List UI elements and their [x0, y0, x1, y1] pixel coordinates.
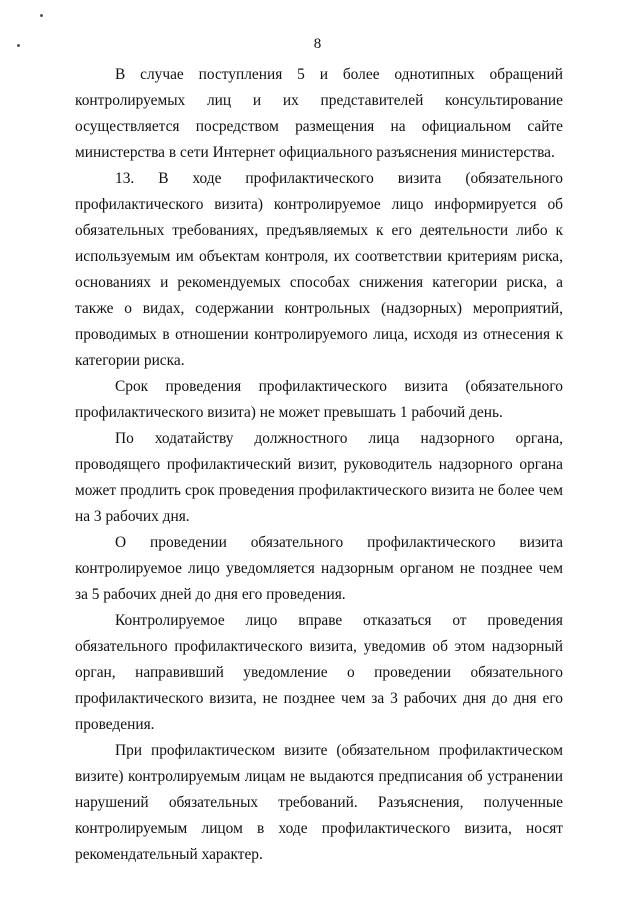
document-body: [75, 62, 563, 868]
paragraph-consultation: В случае поступления 5 и более однотипных обращений контролируемых лиц и их представителей консультирование осуществляется посредством размещения на официальном сайте министерства в сети Интернет официального разъяснения министерства.: [75, 66, 563, 161]
paragraph-no-orders: При профилактическом визите (обязательном профилактическом визите) контролируемым лицам не выдаются предписания об устранении нарушений обязательных требований. Разъяснения, полученные контролируемым лицом в ходе профилактического визита, носят рекомендательный характер.: [75, 742, 563, 863]
scan-speck: [40, 14, 43, 17]
paragraph-visit-duration: Срок проведения профилактического визита (обязательного профилактического визита) не может превышать 1 рабочий день.: [75, 378, 563, 421]
paragraph-visit-info: 13. В ходе профилактического визита (обязательного профилактического визита) контролируемое лицо информируется об обязательных требованиях, предъявляемых к его деятельности либо к используемым им объектам контроля, их соответствии критериям риска, основаниях и рекомендуемых способах снижения категории риска, а также о видах, содержании контрольных (надзорных) мероприятий, проводимых в отношении контролируемого лица, исходя из отнесения к категории риска.: [75, 170, 563, 369]
paragraph-notification: О проведении обязательного профилактического визита контролируемое лицо уведомляется надзорным органом не позднее чем за 5 рабочих дней до дня его проведения.: [75, 534, 563, 603]
paragraph-extension: По ходатайству должностного лица надзорного органа, проводящего профилактический визит, руководитель надзорного органа может продлить срок проведения профилактического визита не более чем на 3 рабочих дня.: [75, 430, 563, 525]
page-number: 8: [313, 36, 322, 52]
paragraph-refusal: Контролируемое лицо вправе отказаться от проведения обязательного профилактического визита, уведомив об этом надзорный орган, направивший уведомление о проведении обязательного профилактического визита, не позднее чем за 3 рабочих дня до дня его проведения.: [75, 612, 563, 733]
